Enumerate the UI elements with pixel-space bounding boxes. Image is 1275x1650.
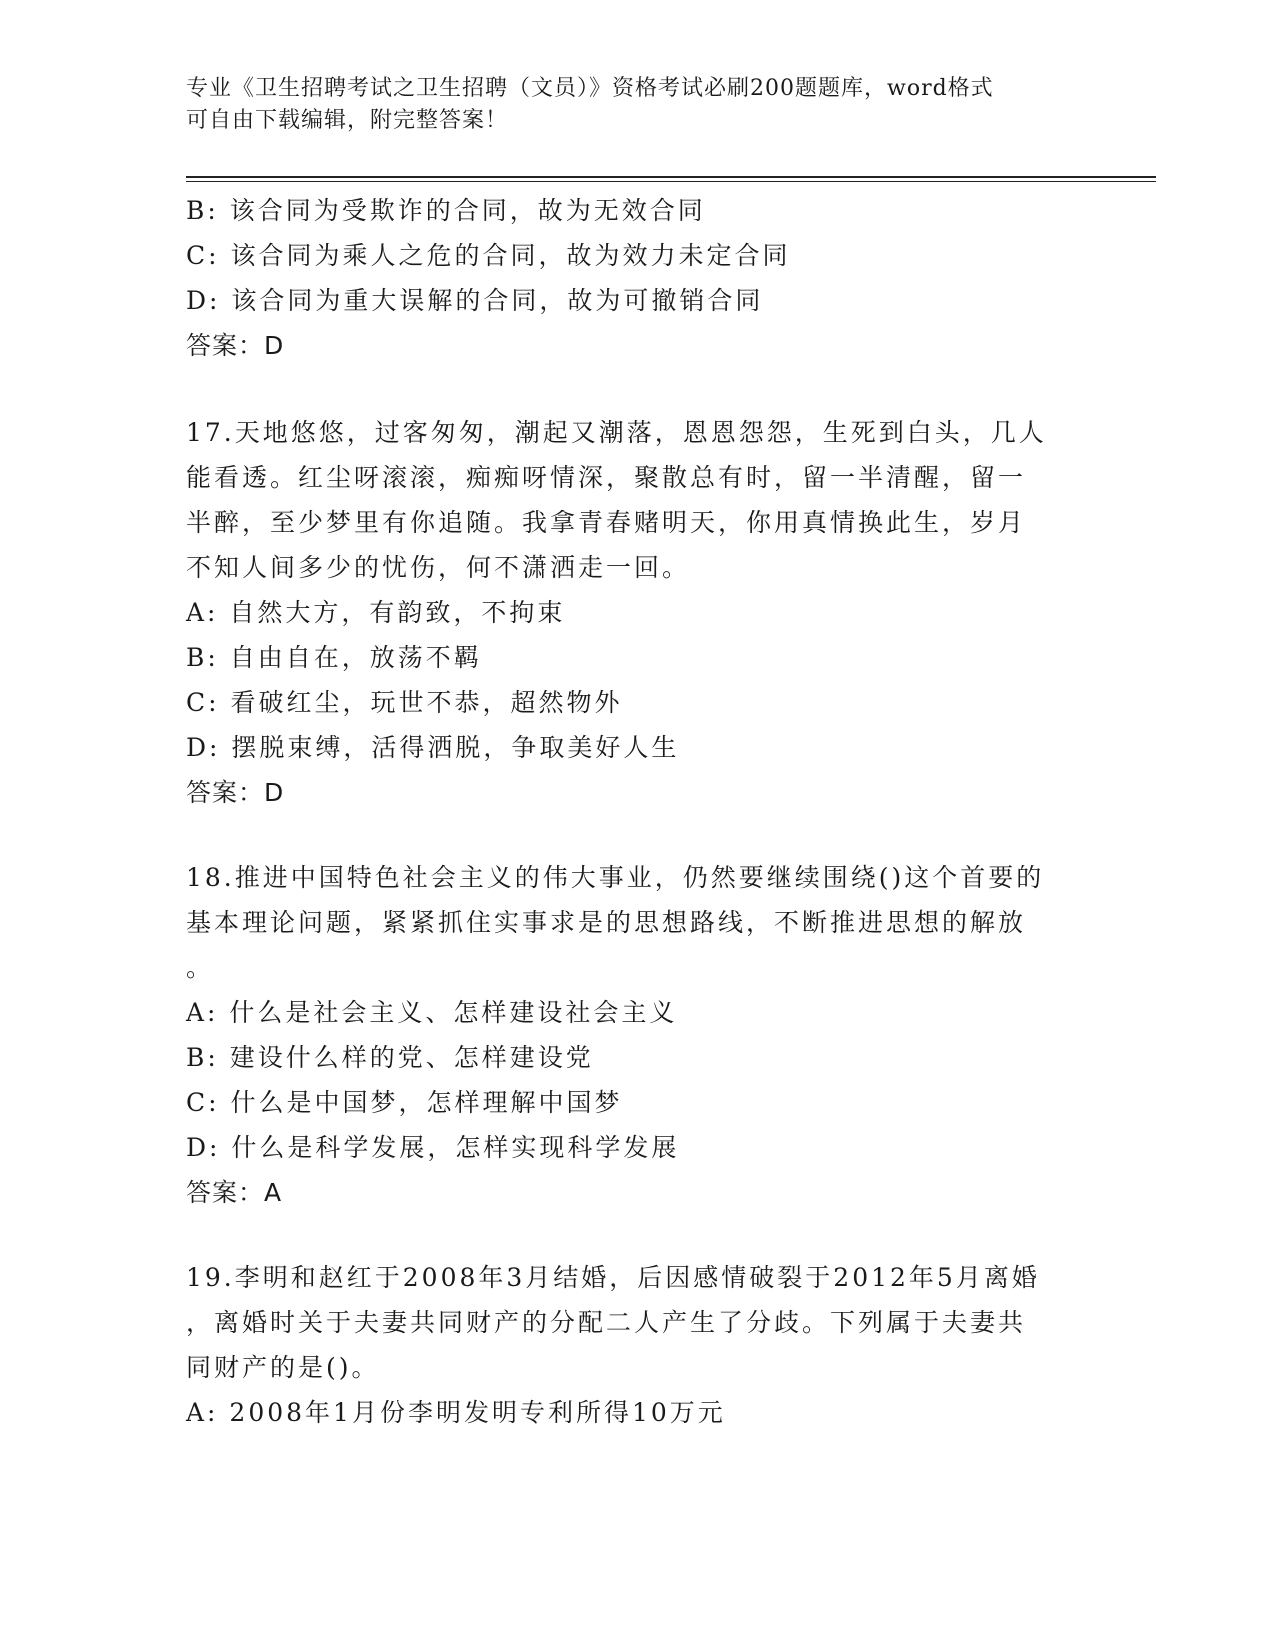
- question-18: [186, 855, 1076, 1215]
- option-a: A: 2008年1月份李明发明专利所得10万元: [186, 1398, 726, 1427]
- spacer: [186, 368, 1076, 410]
- question-text-line: 同财产的是()。: [186, 1353, 380, 1382]
- answer: 答案：A: [186, 1178, 283, 1207]
- question-19: [186, 1255, 1076, 1435]
- answer: 答案：D: [186, 331, 285, 360]
- question-text-line: 18.推进中国特色社会主义的伟大事业，仍然要继续围绕()这个首要的: [186, 863, 1045, 892]
- question-text-line: 17.天地悠悠，过客匆匆，潮起又潮落，恩恩怨怨，生死到白头，几人: [186, 418, 1047, 447]
- question-text-line: 。: [186, 953, 215, 982]
- option-d: D: 摆脱束缚，活得洒脱，争取美好人生: [186, 733, 680, 762]
- question-text-line: 基本理论问题，紧紧抓住实事求是的思想路线，不断推进思想的解放: [186, 908, 1027, 937]
- document-content: [186, 188, 1076, 1435]
- option-a: A: 自然大方，有韵致，不拘束: [186, 598, 566, 627]
- question-17: [186, 410, 1076, 815]
- option-b: B: 自由自在，放荡不羁: [186, 643, 482, 672]
- question-text-line: 不知人间多少的忧伤，何不潇洒走一回。: [186, 553, 691, 582]
- option-a: A: 什么是社会主义、怎样建设社会主义: [186, 998, 678, 1027]
- option-d: D: 该合同为重大误解的合同，故为可撤销合同: [186, 286, 764, 315]
- header-line-1: 专业《卫生招聘考试之卫生招聘（文员）》资格考试必刷200题题库，word格式: [186, 76, 994, 101]
- question-text-line: 半醉，至少梦里有你追随。我拿青春赌明天，你用真情换此生，岁月: [186, 508, 1027, 537]
- header-divider: [186, 176, 1156, 178]
- option-c: C: 看破红尘，玩世不恭，超然物外: [186, 688, 623, 717]
- spacer: [186, 1215, 1076, 1255]
- header-divider-thin: [186, 181, 1156, 182]
- document-header: [186, 73, 1066, 137]
- question-16-continued: [186, 188, 1076, 368]
- option-d: D: 什么是科学发展，怎样实现科学发展: [186, 1133, 680, 1162]
- option-b: B: 该合同为受欺诈的合同，故为无效合同: [186, 196, 706, 225]
- header-line-2: 可自由下载编辑，附完整答案！: [186, 108, 509, 133]
- question-text-line: 19.李明和赵红于2008年3月结婚，后因感情破裂于2012年5月离婚: [186, 1263, 1040, 1292]
- option-c: C: 该合同为乘人之危的合同，故为效力未定合同: [186, 241, 791, 270]
- spacer: [186, 815, 1076, 855]
- option-b: B: 建设什么样的党、怎样建设党: [186, 1043, 594, 1072]
- question-text-line: ，离婚时关于夫妻共同财产的分配二人产生了分歧。下列属于夫妻共: [186, 1308, 1027, 1337]
- answer: 答案：D: [186, 778, 285, 807]
- option-c: C: 什么是中国梦，怎样理解中国梦: [186, 1088, 623, 1117]
- question-text-line: 能看透。红尘呀滚滚，痴痴呀情深，聚散总有时，留一半清醒，留一: [186, 463, 1027, 492]
